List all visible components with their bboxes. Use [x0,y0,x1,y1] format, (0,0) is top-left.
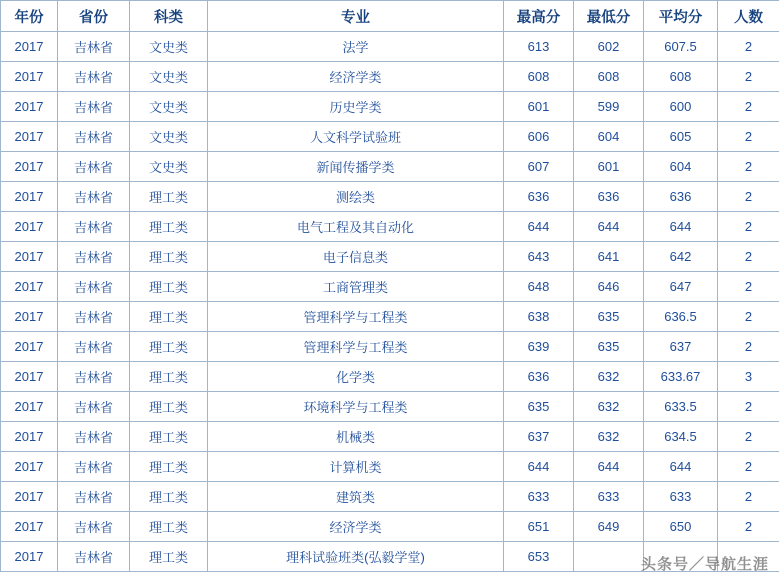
cell-year: 2017 [1,392,58,422]
cell-min-score: 632 [574,362,644,392]
cell-max-score: 644 [504,212,574,242]
cell-avg-score: 633.67 [644,362,718,392]
cell-category: 理工类 [130,212,208,242]
cell-count: 2 [718,302,779,332]
cell-max-score: 639 [504,332,574,362]
cell-category: 理工类 [130,302,208,332]
cell-max-score: 636 [504,362,574,392]
table-row [1,392,779,422]
cell-max-score: 633 [504,482,574,512]
cell-count: 2 [718,392,779,422]
cell-category: 理工类 [130,332,208,362]
cell-avg-score: 634.5 [644,422,718,452]
cell-count: 2 [718,272,779,302]
cell-major: 理科试验班类(弘毅学堂) [208,542,504,572]
table-header [1,1,779,32]
table-row [1,92,779,122]
cell-min-score: 641 [574,242,644,272]
cell-max-score: 638 [504,302,574,332]
cell-province: 吉林省 [58,62,130,92]
column-header-count: 人数 [718,1,779,32]
cell-min-score: 635 [574,302,644,332]
watermark-text: 头条号／导航生涯 [640,556,769,573]
table-row [1,482,779,512]
cell-major: 测绘类 [208,182,504,212]
cell-count [718,542,779,572]
cell-year: 2017 [1,242,58,272]
cell-avg-score: 633 [644,482,718,512]
table-row [1,332,779,362]
table-row [1,32,779,62]
cell-major: 管理科学与工程类 [208,332,504,362]
cell-min-score: 599 [574,92,644,122]
cell-province: 吉林省 [58,242,130,272]
column-header-min-score: 最低分 [574,1,644,32]
cell-min-score: 644 [574,452,644,482]
cell-avg-score: 600 [644,92,718,122]
cell-province: 吉林省 [58,272,130,302]
cell-major: 建筑类 [208,482,504,512]
cell-year: 2017 [1,362,58,392]
cell-major: 新闻传播学类 [208,152,504,182]
cell-min-score: 646 [574,272,644,302]
cell-min-score: 635 [574,332,644,362]
cell-category: 理工类 [130,182,208,212]
cell-avg-score: 636 [644,182,718,212]
cell-major: 历史学类 [208,92,504,122]
cell-category: 理工类 [130,392,208,422]
cell-province: 吉林省 [58,422,130,452]
cell-major: 电气工程及其自动化 [208,212,504,242]
cell-province: 吉林省 [58,512,130,542]
cell-avg-score: 644 [644,452,718,482]
cell-category: 文史类 [130,92,208,122]
cell-max-score: 644 [504,452,574,482]
cell-count: 2 [718,452,779,482]
table-row [1,152,779,182]
table-row [1,302,779,332]
column-header-category: 科类 [130,1,208,32]
cell-min-score: 608 [574,62,644,92]
cell-min-score: 636 [574,182,644,212]
cell-major: 计算机类 [208,452,504,482]
cell-count: 2 [718,512,779,542]
cell-count: 2 [718,62,779,92]
cell-year: 2017 [1,212,58,242]
cell-count: 2 [718,122,779,152]
cell-major: 经济学类 [208,62,504,92]
cell-max-score: 636 [504,182,574,212]
cell-avg-score: 633.5 [644,392,718,422]
cell-max-score: 648 [504,272,574,302]
cell-count: 2 [718,92,779,122]
cell-province: 吉林省 [58,32,130,62]
cell-year: 2017 [1,32,58,62]
table-row [1,422,779,452]
column-header-year: 年份 [1,1,58,32]
table-row [1,212,779,242]
cell-avg-score: 637 [644,332,718,362]
cell-count: 2 [718,242,779,272]
cell-category: 文史类 [130,32,208,62]
cell-avg-score [644,542,718,572]
cell-major: 法学 [208,32,504,62]
cell-avg-score: 642 [644,242,718,272]
cell-major: 工商管理类 [208,272,504,302]
cell-year: 2017 [1,422,58,452]
cell-year: 2017 [1,152,58,182]
cell-count: 2 [718,422,779,452]
cell-province: 吉林省 [58,392,130,422]
cell-year: 2017 [1,542,58,572]
cell-category: 理工类 [130,272,208,302]
cell-max-score: 613 [504,32,574,62]
cell-count: 3 [718,362,779,392]
cell-min-score: 604 [574,122,644,152]
table-row [1,182,779,212]
cell-max-score: 601 [504,92,574,122]
cell-count: 2 [718,182,779,212]
cell-min-score: 649 [574,512,644,542]
cell-province: 吉林省 [58,152,130,182]
cell-category: 文史类 [130,62,208,92]
column-header-province: 省份 [58,1,130,32]
cell-min-score: 633 [574,482,644,512]
cell-major: 管理科学与工程类 [208,302,504,332]
cell-year: 2017 [1,182,58,212]
cell-category: 理工类 [130,452,208,482]
cell-min-score: 644 [574,212,644,242]
cell-avg-score: 607.5 [644,32,718,62]
cell-year: 2017 [1,512,58,542]
table-row [1,362,779,392]
cell-min-score: 632 [574,392,644,422]
table-row [1,452,779,482]
cell-major: 环境科学与工程类 [208,392,504,422]
cell-major: 电子信息类 [208,242,504,272]
cell-avg-score: 650 [644,512,718,542]
table-body [1,32,779,572]
cell-category: 理工类 [130,362,208,392]
cell-max-score: 606 [504,122,574,152]
cell-province: 吉林省 [58,482,130,512]
cell-year: 2017 [1,272,58,302]
column-header-major: 专业 [208,1,504,32]
cell-max-score: 637 [504,422,574,452]
cell-category: 文史类 [130,122,208,152]
cell-max-score: 643 [504,242,574,272]
cell-category: 理工类 [130,512,208,542]
cell-province: 吉林省 [58,92,130,122]
cell-min-score: 601 [574,152,644,182]
cell-category: 理工类 [130,542,208,572]
cell-max-score: 608 [504,62,574,92]
cell-major: 机械类 [208,422,504,452]
column-header-avg-score: 平均分 [644,1,718,32]
cell-major: 经济学类 [208,512,504,542]
cell-count: 2 [718,212,779,242]
cell-major: 人文科学试验班 [208,122,504,152]
cell-year: 2017 [1,302,58,332]
cell-max-score: 653 [504,542,574,572]
cell-province: 吉林省 [58,122,130,152]
table-row [1,242,779,272]
cell-max-score: 607 [504,152,574,182]
cell-province: 吉林省 [58,452,130,482]
cell-avg-score: 636.5 [644,302,718,332]
cell-count: 2 [718,332,779,362]
cell-avg-score: 647 [644,272,718,302]
cell-year: 2017 [1,332,58,362]
table-row [1,122,779,152]
cell-min-score: 632 [574,422,644,452]
cell-province: 吉林省 [58,212,130,242]
cell-avg-score: 604 [644,152,718,182]
cell-category: 理工类 [130,482,208,512]
cell-province: 吉林省 [58,182,130,212]
cell-min-score [574,542,644,572]
table-row [1,512,779,542]
cell-count: 2 [718,482,779,512]
table-row [1,62,779,92]
cell-year: 2017 [1,122,58,152]
cell-avg-score: 608 [644,62,718,92]
cell-year: 2017 [1,452,58,482]
cell-category: 文史类 [130,152,208,182]
cell-category: 理工类 [130,422,208,452]
cell-category: 理工类 [130,242,208,272]
cell-max-score: 635 [504,392,574,422]
cell-count: 2 [718,32,779,62]
table-row [1,542,779,572]
cell-province: 吉林省 [58,542,130,572]
column-header-max-score: 最高分 [504,1,574,32]
cell-year: 2017 [1,62,58,92]
cell-province: 吉林省 [58,362,130,392]
cell-max-score: 651 [504,512,574,542]
cell-year: 2017 [1,92,58,122]
cell-avg-score: 644 [644,212,718,242]
table-row [1,272,779,302]
cell-min-score: 602 [574,32,644,62]
cell-avg-score: 605 [644,122,718,152]
cell-major: 化学类 [208,362,504,392]
cell-province: 吉林省 [58,332,130,362]
cell-province: 吉林省 [58,302,130,332]
table-header-row [1,1,779,32]
cell-count: 2 [718,152,779,182]
cell-year: 2017 [1,482,58,512]
